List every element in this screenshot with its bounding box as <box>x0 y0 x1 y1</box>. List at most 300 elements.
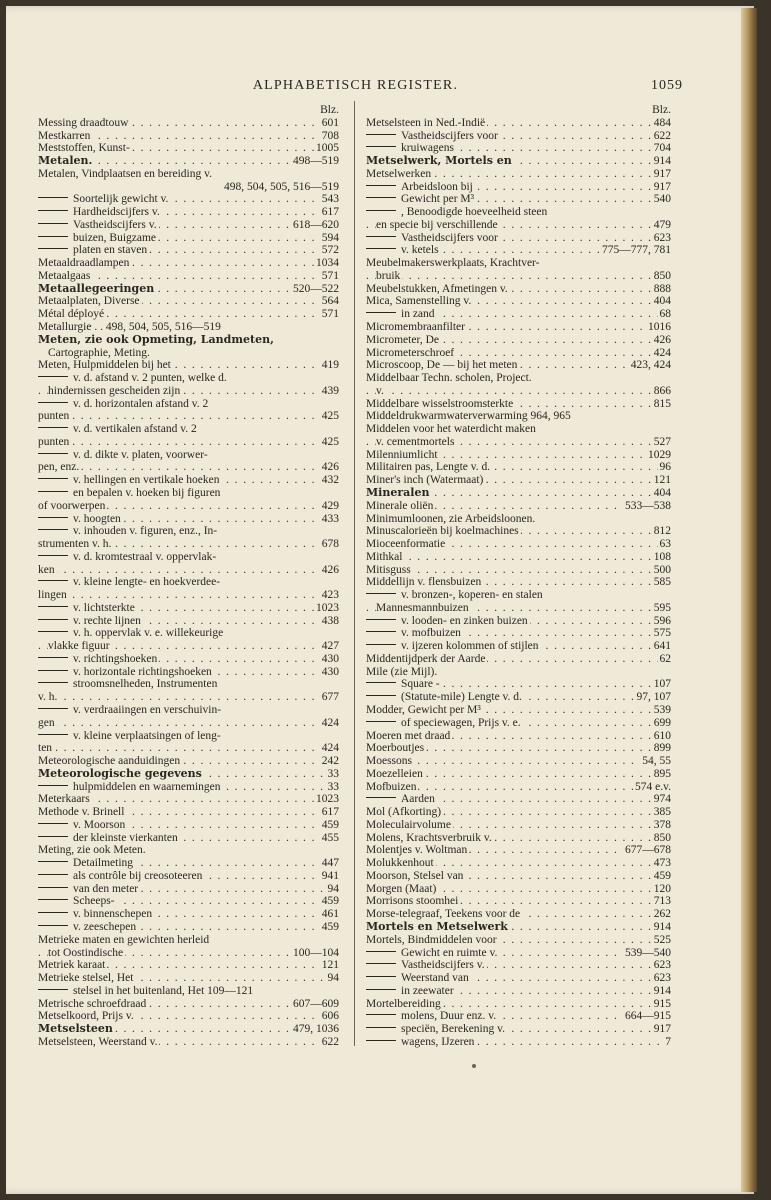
entry-term <box>366 334 441 347</box>
entry-page-ref: 899 <box>653 742 671 755</box>
index-entry <box>366 564 671 577</box>
entry-text: Soortelijk gewicht v. <box>73 193 169 206</box>
index-entry <box>38 551 339 564</box>
entry-term <box>376 270 402 283</box>
repeat-dash <box>38 491 68 492</box>
index-entry <box>38 436 339 449</box>
entry-term <box>366 793 437 806</box>
entry-page-ref: 262 <box>653 908 671 921</box>
repeat-dash <box>38 402 68 403</box>
repeat-dash <box>366 1040 396 1041</box>
entry-term <box>376 385 386 398</box>
entry-text: Meteorologische aanduidingen <box>38 755 181 768</box>
entry-page-ref: 1034 <box>316 257 339 270</box>
index-entry <box>366 947 671 960</box>
entry-term <box>48 347 152 360</box>
entry-term <box>38 500 107 513</box>
repeat-dash <box>38 734 68 735</box>
blz-heading-right: Blz. <box>652 104 671 116</box>
index-entry <box>38 653 339 666</box>
index-entry <box>38 806 339 819</box>
repeat-dash <box>38 478 68 479</box>
entry-page-ref: 120 <box>653 882 671 895</box>
entry-text: Moezelleien <box>366 767 423 780</box>
index-entry <box>366 615 671 628</box>
index-entry <box>38 755 339 768</box>
entry-text: Meststoffen, Kunst- <box>38 142 130 155</box>
entry-text: Vastheidscijfers v. <box>73 218 157 231</box>
entry-text: als contrôle bij creosoteeren <box>73 869 203 882</box>
entry-text: ken <box>38 563 55 576</box>
entry-text: v. <box>376 384 384 397</box>
entry-text: Metselsteen <box>38 1023 113 1036</box>
entry-text: v. kleine verplaatsingen of leng- <box>73 729 221 742</box>
entry-term <box>38 844 148 857</box>
index-entry <box>38 206 339 219</box>
entry-term <box>38 666 214 679</box>
entry-page-ref: 498, 504, 505, 516—519 <box>224 180 339 193</box>
index-entry <box>366 627 671 640</box>
entry-term <box>366 193 476 206</box>
entry-term <box>38 730 223 743</box>
entry-term <box>38 423 199 436</box>
repeat-dash <box>366 197 396 198</box>
index-column-left <box>38 104 339 1049</box>
entry-page-ref: 617 <box>321 206 339 219</box>
entry-term <box>48 385 182 398</box>
entry-text: Meterkaars <box>38 793 90 806</box>
entry-text: en bepalen v. hoeken bij figuren <box>73 486 221 499</box>
entry-text: Metalen. <box>38 155 93 168</box>
index-entry <box>38 461 339 474</box>
entry-page-ref: 623 <box>653 972 671 985</box>
index-entry <box>366 883 671 896</box>
entry-text: stelsel in het buitenland, Het 109—121 <box>73 984 254 997</box>
entry-page-ref: 812 <box>653 525 671 538</box>
entry-term <box>38 934 211 947</box>
entry-term <box>38 1036 159 1049</box>
index-entry <box>38 576 339 589</box>
entry-term <box>366 576 483 589</box>
index-entry <box>366 219 671 232</box>
index-entry <box>38 947 339 960</box>
index-entry <box>366 1010 671 1023</box>
blz-heading-left: Blz. <box>320 104 339 116</box>
entry-text: v. horizontale richtingshoeken <box>73 665 212 678</box>
entry-page-ref: 888 <box>653 282 671 295</box>
index-entry <box>366 870 671 883</box>
entry-page-ref: 775—777, 781 <box>602 244 671 257</box>
entry-term <box>38 704 223 717</box>
entry-page-ref: 917 <box>653 1023 671 1036</box>
index-entry <box>366 538 671 551</box>
entry-term <box>366 947 499 960</box>
entry-text: v. cementmortels <box>376 435 455 448</box>
entry-page-ref: 426 <box>653 333 671 346</box>
index-entry <box>366 666 671 679</box>
entry-page-ref: 917 <box>653 167 671 180</box>
repeat-dash <box>38 606 68 607</box>
repeat-dash <box>38 223 68 224</box>
index-entry <box>38 244 339 257</box>
entry-term <box>38 832 180 845</box>
entry-term <box>38 589 69 602</box>
entry-page-ref: 699 <box>653 716 671 729</box>
entry-page-ref: 68 <box>659 308 671 321</box>
index-entry <box>38 538 339 551</box>
index-entry <box>366 806 671 819</box>
entry-page-ref: 572 <box>321 244 339 257</box>
entry-page-ref: 385 <box>653 806 671 819</box>
entry-page-ref: 459 <box>321 921 339 933</box>
entry-text: v. kleine lengte- en hoekverdee- <box>73 576 221 589</box>
entry-term <box>366 449 440 462</box>
entry-term <box>48 947 125 960</box>
entry-term <box>38 321 223 334</box>
entry-text: Morgen (Maat) <box>366 882 437 895</box>
entry-text: gen <box>38 716 55 729</box>
entry-term <box>366 308 437 321</box>
entry-page-ref: 607—609 <box>293 997 339 1010</box>
entry-term <box>38 257 131 270</box>
index-entry <box>38 117 339 130</box>
entry-term <box>38 398 210 411</box>
entry-page-ref: 914 <box>653 984 671 997</box>
entry-term <box>38 576 222 589</box>
repeat-dash <box>366 963 396 964</box>
entry-term <box>38 615 143 628</box>
entry-term <box>366 117 487 130</box>
repeat-dash <box>366 951 396 952</box>
index-entry <box>38 985 339 998</box>
index-entry <box>38 1010 339 1023</box>
entry-term <box>38 1023 115 1036</box>
entry-page-ref: 617 <box>321 806 339 819</box>
entry-term <box>38 142 132 155</box>
index-entry <box>38 500 339 513</box>
entry-term <box>366 615 530 628</box>
entry-term <box>366 206 549 219</box>
index-entry <box>366 474 671 487</box>
entry-text: ten <box>38 742 53 755</box>
index-entry <box>38 347 339 360</box>
index-entry <box>38 793 339 806</box>
entry-page-ref: 539 <box>653 703 671 716</box>
repeat-dash <box>38 925 68 926</box>
entry-term <box>38 806 126 819</box>
entry-page-ref: 543 <box>321 193 339 206</box>
entry-page-ref: 459 <box>321 895 339 908</box>
entry-text: Meteorologische gegevens <box>38 767 202 780</box>
repeat-dash <box>366 146 396 147</box>
entry-term <box>366 704 483 717</box>
entry-term <box>366 1023 507 1036</box>
entry-text: buizen, Buigzame <box>73 231 157 244</box>
index-entry <box>366 398 671 411</box>
repeat-dash <box>366 236 396 237</box>
index-entry <box>366 844 671 857</box>
entry-text: of voorwerpen <box>38 499 106 512</box>
entry-page-ref: 594 <box>321 231 339 244</box>
entry-text: pen, enz. <box>38 461 80 474</box>
entry-page-ref: 423, 424 <box>630 359 671 372</box>
index-entry <box>366 308 671 321</box>
entry-term <box>38 908 154 921</box>
entry-text: in zeewater <box>401 984 454 997</box>
entry-page-ref: 429 <box>321 499 339 512</box>
repeat-dash <box>366 1027 396 1028</box>
entry-page-ref: 1016 <box>648 321 671 334</box>
page-header <box>28 78 683 98</box>
index-entry <box>38 232 339 245</box>
entry-page-ref: 100—104 <box>293 946 339 959</box>
entry-page-ref: 623 <box>653 959 671 972</box>
entry-page-ref: 500 <box>653 563 671 576</box>
entry-text: Miner's inch (Watermaat) <box>366 474 484 487</box>
index-entry <box>366 193 671 206</box>
entry-page-ref: 704 <box>653 142 671 155</box>
entry-term <box>366 653 487 666</box>
repeat-dash <box>366 593 396 594</box>
index-entry <box>366 130 671 143</box>
repeat-dash <box>38 529 68 530</box>
entry-text: punten <box>38 410 70 423</box>
entry-text: Meubelstukken, Afmetingen v. <box>366 282 508 295</box>
index-entry <box>366 972 671 985</box>
entry-text: Mithkal <box>366 550 403 563</box>
index-entry <box>366 155 671 168</box>
entry-page-ref: 461 <box>321 908 339 921</box>
entry-page-ref: 479, 1036 <box>293 1023 339 1036</box>
entry-text: strumenten v. h. <box>38 538 112 551</box>
index-entry <box>38 857 339 870</box>
index-entry <box>366 832 671 845</box>
index-entry <box>38 398 339 411</box>
entry-term <box>366 525 521 538</box>
entry-term <box>366 359 519 372</box>
entry-text: Weerstand van <box>401 972 469 985</box>
entry-text: Metselwerken <box>366 167 432 180</box>
entry-term <box>366 908 522 921</box>
entry-term <box>38 870 204 883</box>
repeat-dash <box>366 631 396 632</box>
index-entry <box>366 908 671 921</box>
entry-text: Modder, Gewicht per M³ <box>366 703 481 716</box>
entry-page-ref: 815 <box>653 397 671 410</box>
entry-term <box>38 857 135 870</box>
index-entry <box>366 295 671 308</box>
repeat-dash <box>366 976 396 977</box>
entry-term <box>38 474 221 487</box>
entry-term <box>38 334 276 347</box>
entry-term <box>366 1010 498 1023</box>
index-entry <box>38 704 339 717</box>
entry-page-ref: 1023 <box>316 601 339 614</box>
entry-term <box>38 564 57 577</box>
entry-text: Metallurgie . . 498, 504, 505, 516—519 <box>38 321 221 334</box>
entry-text: hindernissen gescheiden zijn <box>48 384 181 397</box>
entry-text: v. richtingshoeken <box>73 652 158 665</box>
entry-page-ref: 433 <box>321 512 339 525</box>
entry-term <box>366 781 418 794</box>
index-entry <box>38 895 339 908</box>
repeat-dash <box>38 376 68 377</box>
entry-text: Meten, Hulpmiddelen bij het <box>38 359 171 372</box>
entry-term <box>366 283 510 296</box>
index-entry <box>366 244 671 257</box>
entry-page-ref: 533—538 <box>625 499 671 512</box>
entry-text: Square - <box>401 678 440 691</box>
repeat-dash <box>38 248 68 249</box>
entry-text: Mica, Samenstelling v. <box>366 295 472 308</box>
index-entry <box>366 372 671 385</box>
entry-page-ref: 713 <box>653 895 671 908</box>
entry-page-ref: 404 <box>653 486 671 499</box>
repeat-dash <box>38 580 68 581</box>
entry-term <box>38 921 138 934</box>
entry-text: v. ijzeren kolommen of stijlen <box>401 640 539 653</box>
index-column-right <box>366 104 671 1049</box>
entry-text: Molukkenhout <box>366 857 434 870</box>
repeat-dash <box>38 823 68 824</box>
entry-text: Metaalgaas <box>38 269 91 282</box>
index-entry <box>38 602 339 615</box>
entry-term <box>38 972 135 985</box>
entry-page-ref: 242 <box>321 755 339 768</box>
entry-page-ref: 484 <box>653 116 671 129</box>
entry-page-ref: 525 <box>653 933 671 946</box>
entry-text: Mol (Afkorting) <box>366 806 442 819</box>
index-entry <box>366 347 671 360</box>
entry-text: Meting, zie ook Meten. <box>38 844 146 857</box>
entry-page-ref: 866 <box>653 384 671 397</box>
index-entry <box>38 742 339 755</box>
index-entry <box>38 998 339 1011</box>
entry-text: v. hellingen en vertikale hoeken <box>73 474 220 487</box>
entry-term <box>366 564 413 577</box>
entry-page-ref: 1023 <box>316 793 339 806</box>
index-entry <box>366 921 671 934</box>
entry-term <box>366 717 523 730</box>
entry-term <box>38 487 222 500</box>
repeat-dash <box>38 453 68 454</box>
entry-text: Metaallegeeringen <box>38 282 155 295</box>
entry-page-ref: 459 <box>321 818 339 831</box>
entry-page-ref: 914 <box>653 921 671 933</box>
index-entry <box>38 832 339 845</box>
repeat-dash <box>38 670 68 671</box>
entry-term <box>38 998 148 1011</box>
entry-text: Metselwerk, Mortels en <box>366 155 512 168</box>
index-entry <box>366 895 671 908</box>
index-entry <box>366 206 671 219</box>
entry-term <box>366 806 443 819</box>
entry-page-ref: 520—522 <box>293 282 339 295</box>
index-entry <box>366 525 671 538</box>
entry-text: lingen <box>38 589 67 602</box>
entry-term <box>38 168 214 181</box>
repeat-dash <box>38 619 68 620</box>
index-entry <box>38 921 339 934</box>
entry-text: , Benoodigde hoeveelheid steen <box>401 206 548 219</box>
entry-page-ref: 479 <box>653 218 671 231</box>
entry-page-ref: 622 <box>321 1035 339 1048</box>
entry-page-ref: 917 <box>653 180 671 193</box>
index-entry <box>366 423 671 436</box>
entry-text: v. h. <box>38 691 58 704</box>
entry-page-ref: 33 <box>327 767 339 780</box>
index-entry <box>38 844 339 857</box>
index-entry <box>366 500 671 513</box>
entry-term <box>366 423 538 436</box>
repeat-dash <box>366 644 396 645</box>
entry-text: wagens, IJzeren <box>401 1035 475 1048</box>
entry-text: Morse-telegraaf, Teekens voor de <box>366 908 521 921</box>
entry-text: v. d. vertikalen afstand v. 2 <box>73 423 197 436</box>
entry-text: Scheeps- <box>73 895 115 908</box>
entry-page-ref: 424 <box>321 742 339 755</box>
entry-page-ref: 63 <box>659 538 671 551</box>
entry-page-ref: 527 <box>653 435 671 448</box>
book-page <box>6 6 754 1194</box>
entry-term <box>366 742 426 755</box>
index-entry <box>366 819 671 832</box>
page-mark <box>472 1064 476 1068</box>
repeat-dash <box>38 236 68 237</box>
repeat-dash <box>38 682 68 683</box>
repeat-dash <box>38 197 68 198</box>
entry-text: v. d. horizontalen afstand v. 2 <box>73 397 209 410</box>
entry-text: Metselkoord, Prijs v. <box>38 1010 134 1023</box>
entry-term <box>38 985 255 998</box>
entry-text: Mitisguss <box>366 563 411 576</box>
entry-page-ref: 974 <box>653 793 671 806</box>
repeat-dash <box>366 210 396 211</box>
entry-term <box>366 321 467 334</box>
entry-page-ref: 610 <box>653 729 671 742</box>
entry-term <box>38 130 92 143</box>
entry-text: Metselsteen in Ned.-Indië <box>366 116 486 129</box>
entry-page-ref: 439 <box>321 384 339 397</box>
index-entry <box>38 717 339 730</box>
entry-text: der kleinste vierkanten <box>73 831 178 844</box>
repeat-dash <box>38 836 68 837</box>
index-entry <box>366 781 671 794</box>
entry-page-ref: 424 <box>653 346 671 359</box>
entry-term <box>366 755 414 768</box>
entry-text: Mile (zie Mijl). <box>366 665 438 678</box>
index-entry <box>38 410 339 423</box>
index-entry <box>366 385 671 398</box>
index-entry <box>366 793 671 806</box>
entry-page-ref: 571 <box>321 308 339 321</box>
index-entry <box>366 270 671 283</box>
repeat-dash <box>366 989 396 990</box>
entry-text: hulpmiddelen en waarnemingen <box>73 780 221 793</box>
entry-text: Metrische schroefdraad <box>38 997 147 1010</box>
entry-page-ref: 108 <box>653 550 671 563</box>
entry-term <box>366 857 436 870</box>
entry-term <box>38 627 225 640</box>
entry-term <box>366 347 456 360</box>
entry-page-ref: 459 <box>653 869 671 882</box>
repeat-dash <box>366 248 396 249</box>
entry-text: Micrometer, De <box>366 333 439 346</box>
entry-page-ref: 419 <box>321 359 339 372</box>
entry-page-ref: 7 <box>665 1035 671 1048</box>
entry-text: v. d. dikte v. platen, voorwer- <box>73 448 208 461</box>
entry-page-ref: 571 <box>321 269 339 282</box>
